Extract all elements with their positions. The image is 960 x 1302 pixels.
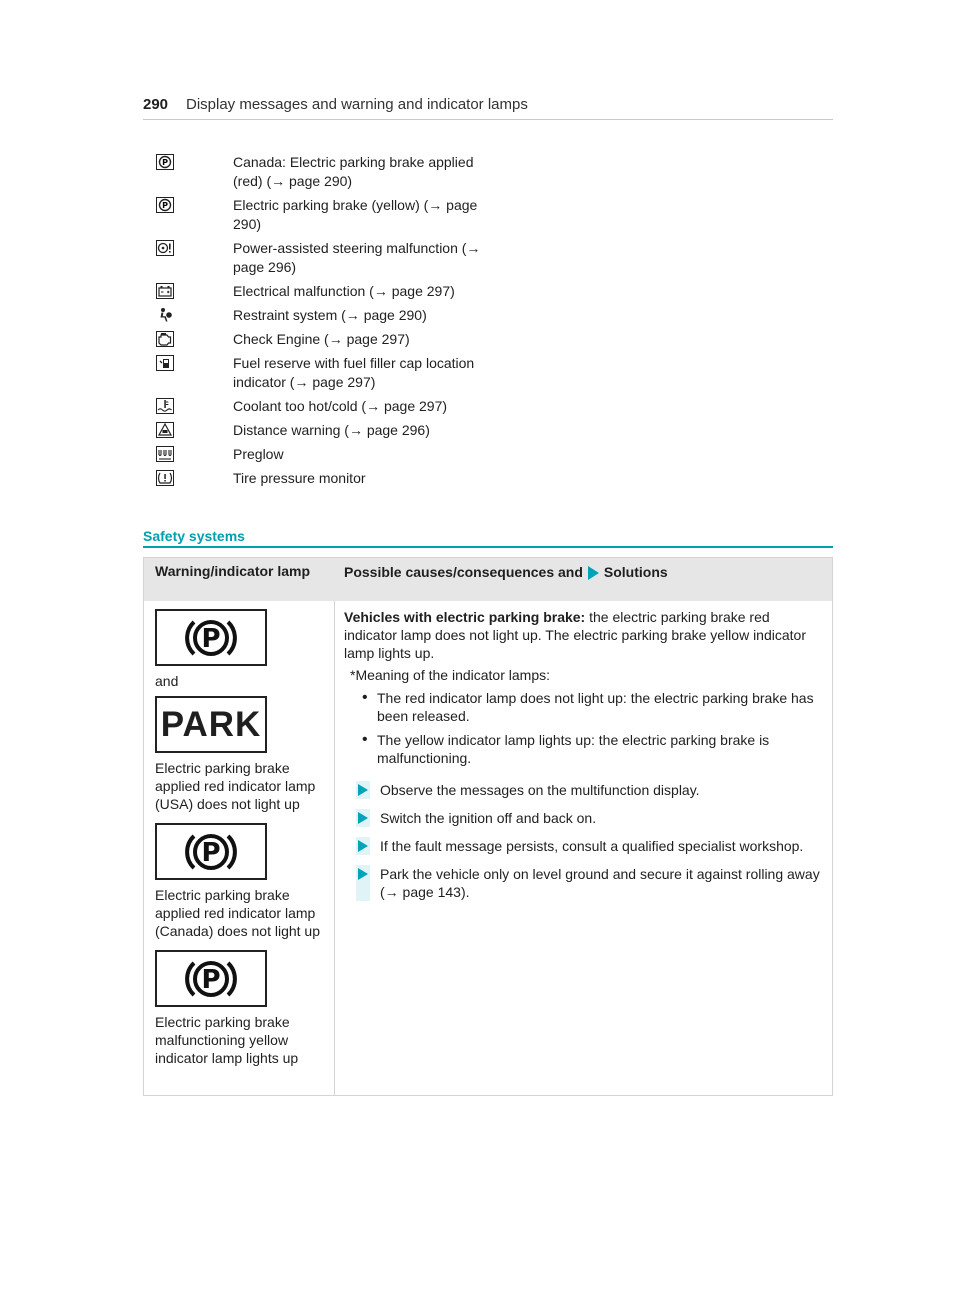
step-arrow-icon (356, 865, 370, 901)
solution-step (344, 809, 824, 827)
header-causes (344, 563, 668, 582)
solution-arrow-icon (588, 566, 599, 580)
causes-column (344, 608, 824, 911)
lamp-row (155, 421, 555, 440)
lamp-text: Distance warning (→ page 296) (233, 422, 430, 438)
step-text: Park the vehicle only on level ground and secure it against rolling away (→ page 143). (380, 866, 820, 900)
lamp-row (155, 469, 555, 488)
lamp-text: Coolant too hot/cold (→ page 297) (233, 398, 448, 414)
coolant-temperature-icon (155, 397, 175, 415)
step-arrow-icon (356, 781, 370, 799)
parking-brake-icon (155, 609, 267, 666)
lamp-row (155, 282, 555, 301)
lamp-row (155, 397, 555, 416)
solution-step (344, 781, 824, 799)
lamp-row (155, 153, 555, 191)
bullet-list (362, 689, 824, 767)
steering-warning-icon (155, 239, 175, 257)
lamp-list (155, 153, 555, 493)
solution-step (344, 865, 824, 901)
table-header (144, 558, 832, 601)
lead-text: the electric parking brake red indicator lamp does not light up. The electric parking brake yellow indicator lamp lights up. (344, 609, 806, 661)
svg-text:P: P (201, 623, 221, 654)
solution-step (344, 837, 824, 855)
header-causes-text: Possible causes/consequences and (344, 564, 583, 580)
lamp-row (155, 306, 555, 325)
distance-warning-icon (155, 421, 175, 439)
parking-brake-icon (155, 196, 175, 214)
park-label: PARK (160, 705, 262, 744)
parking-brake-icon (155, 823, 267, 880)
svg-text:P: P (201, 837, 221, 868)
lamp-row (155, 354, 555, 392)
lamp-row (155, 239, 555, 277)
fuel-reserve-icon (155, 354, 175, 372)
header-solutions-text: Solutions (603, 564, 668, 580)
battery-icon (155, 282, 175, 300)
tire-pressure-icon (155, 469, 175, 487)
lamp-text: Electrical malfunction (→ page 297) (233, 283, 455, 299)
svg-text:P: P (162, 158, 168, 167)
page-title: Display messages and warning and indicator lamps (186, 96, 528, 113)
page-number: 290 (143, 96, 169, 113)
and-text: and (155, 673, 179, 689)
lamp-description: Electric parking brake applied red indicator lamp (USA) does not light up (155, 760, 316, 812)
column-divider (334, 601, 335, 1095)
lamp-description: Electric parking brake applied red indicator lamp (Canada) does not light up (155, 887, 320, 939)
indicator-note: *Meaning of the indicator lamps: (350, 667, 550, 683)
bullet-item: • The red indicator lamp does not light up: the electric parking brake has been released. (362, 689, 824, 725)
lamp-text: Tire pressure monitor (233, 470, 366, 486)
section-title-text: Safety systems (143, 528, 245, 544)
step-text: Observe the messages on the multifunction display. (380, 782, 700, 798)
section-title (143, 528, 833, 548)
lamp-text: Canada: Electric parking brake applied (red) (→ page 290) (233, 154, 474, 189)
svg-text:P: P (162, 201, 168, 210)
step-text: Switch the ignition off and back on. (380, 810, 597, 826)
header-warning-lamp: Warning/indicator lamp (155, 563, 311, 579)
lamp-row (155, 196, 555, 234)
lamp-text: Restraint system (→ page 290) (233, 307, 427, 323)
restraint-system-icon (155, 306, 175, 324)
lamp-row (155, 330, 555, 349)
step-arrow-icon (356, 837, 370, 855)
lead-bold: Vehicles with electric parking brake: (344, 609, 586, 625)
lead-paragraph (344, 608, 824, 662)
parking-brake-icon (155, 950, 267, 1007)
svg-text:P: P (201, 964, 221, 995)
lamp-row (155, 445, 555, 464)
lamp-description: Electric parking brake malfunctioning yellow indicator lamp lights up (155, 1014, 299, 1066)
lamp-text: Check Engine (→ page 297) (233, 331, 410, 347)
lamp-text: Power-assisted steering malfunction (→ page 296) (233, 240, 481, 275)
check-engine-icon (155, 330, 175, 348)
lamp-text: Fuel reserve with fuel filler cap location indicator (→ page 297) (233, 355, 475, 390)
bullet-item: • The yellow indicator lamp lights up: the electric parking brake is malfunctioning. (362, 731, 824, 767)
warning-lamp-column (155, 609, 330, 1067)
page-header (143, 95, 833, 120)
lamp-text: Electric parking brake (yellow) (→ page 290) (233, 197, 478, 232)
park-icon (155, 696, 267, 753)
parking-brake-icon (155, 153, 175, 171)
lamp-text: Preglow (233, 446, 284, 462)
preglow-icon (155, 445, 175, 463)
safety-table (143, 557, 833, 1096)
solution-steps (344, 781, 824, 901)
step-text: If the fault message persists, consult a qualified specialist workshop. (380, 838, 804, 854)
step-arrow-icon (356, 809, 370, 827)
